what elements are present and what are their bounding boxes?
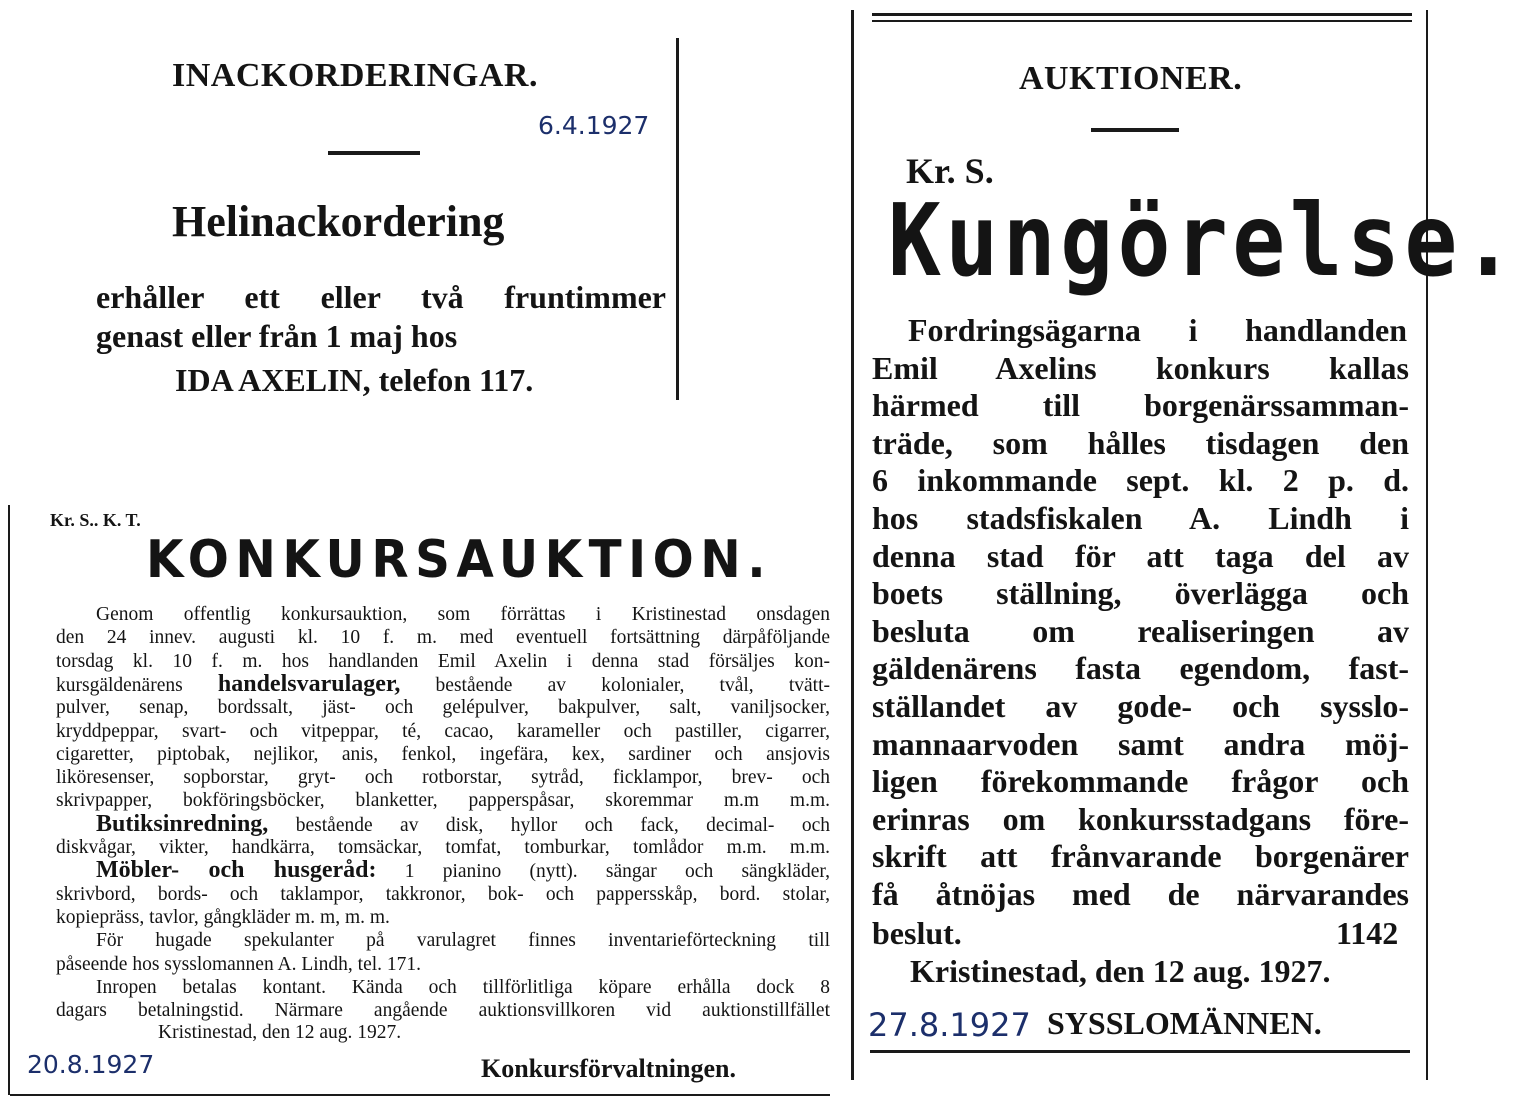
ad-body-text: Genom offentlig konkursauktion, som förrättas i Kristinestad onsdagen [96,604,830,625]
date-stamp: 20.8.1927 [27,1050,155,1079]
section-heading: INACKORDERINGAR. [172,57,538,94]
kicker: Kr. S. [906,151,994,191]
ad-body-line [56,696,830,719]
ad-body-line: gäldenärens fasta egendom, fast- [872,650,1409,687]
left-column-rule [851,10,854,1080]
heading-divider [1091,128,1179,132]
ad-body-text: den 24 innev. augusti kl. 10 f. m. med eventuell fortsättning därpåföljande [56,627,830,649]
ad-body-line [96,929,830,952]
section-heading: AUKTIONER. [1019,60,1243,97]
ad-body-text: bestående av disk, hyllor och fack, decimal- och [268,814,830,836]
ad-title: Kungörelse. [888,182,1519,299]
date-stamp: 27.8.1927 [868,1006,1031,1044]
ad-body-emphasis: Möbler- och husgeråd: [96,857,377,884]
dateline: Kristinestad, den 12 aug. 1927. [910,953,1331,989]
ad-line: erhåller ett eller två fruntimmer [96,279,666,315]
ad-body-line: härmed till borgenärssamman- [872,387,1409,424]
ad-body-line [56,953,830,976]
ad-body-line: erinras om konkursstadgans före- [872,800,1409,837]
ad-title: Helinackordering [172,197,505,246]
ad-body-line [56,743,830,766]
ad-body-line [56,883,830,906]
bottom-rule [870,1050,1410,1053]
ad-body-text: pulver, senap, bordssalt, jäst- och gelépulver, bakpulver, salt, vaniljsocker, [56,697,830,719]
right-column-rule [676,38,679,400]
ad-number: 1142 [1336,915,1399,951]
ad-body-line: Fordringsägarna i handlanden [908,312,1407,348]
ad-body-line: boets ställning, överlägga och [872,575,1409,612]
ad-body-text: skrivpapper, bokföringsböcker, blanketter, papperspåsar, skoremmar m.m m.m. [56,790,830,812]
ad-body-emphasis: Butiksinredning, [96,810,269,837]
dateline: Kristinestad, den 12 aug. 1927. [158,1022,402,1043]
ad-body-text: Inropen betalas kontant. Kända och tillförlitliga köpare erhålla dock 8 [96,976,830,998]
ad-line: genast eller från 1 maj hos [96,318,458,354]
ad-body-line: besluta om realiseringen av [872,612,1409,649]
ad-body-text: kursgäldenärens [56,674,218,696]
ad-body-text: torsdag kl. 10 f. m. hos handlanden Emil Axelin i denna stad försäljes kon- [56,650,830,672]
ad-body-line [56,906,830,929]
ad-body-line [56,836,830,859]
top-rule [872,20,1412,22]
ad-body-line: träde, som hålles tisdagen den [872,424,1409,461]
ad-line: IDA AXELIN, telefon 117. [175,362,534,398]
ad-body-line [96,603,830,626]
ad-last-line: beslut. [872,915,962,951]
ad-body-text: liköresenser, sopborstar, gryt- och rotborstar, sytråd, ficklampor, brev- och [56,767,830,789]
ad-body-text: bestående av kolonialer, tvål, tvätt- [400,674,830,696]
top-rule [872,13,1412,16]
ad-body-line: skrift att frånvarande borgenärer [872,838,1409,875]
ad-body-line [56,720,830,743]
ad-body-line [56,999,830,1022]
ad-body-text: kopiepräss, tavlor, gångkläder m. m, m. m. [56,906,390,928]
bottom-rule [10,1094,830,1096]
ad-body-text: skrivbord, bords- och taklampor, takkronor, bok- och pappersskåp, bord. stolar, [56,883,830,905]
ad-body-line [56,789,830,812]
ad-body-line [56,626,830,649]
ad-body-line: Emil Axelins konkurs kallas [872,349,1409,386]
ad-body-line [56,670,830,697]
ad-body-line [96,859,830,883]
ad-body-text: För hugade spekulanter på varulagret finnes inventarieförteckning till [96,930,830,952]
ad-body-line: hos stadsfiskalen A. Lindh i [872,500,1409,536]
heading-divider [328,151,420,155]
ad-body-line [56,766,830,789]
signature: SYSSLOMÄNNEN. [1047,1005,1322,1041]
ad-body-text: påseende hos sysslomannen A. Lindh, tel. 171. [56,953,422,975]
ad-body-line: få åtnöjas med de närvarandes [872,876,1409,912]
ad-body-line: denna stad för att taga del av [872,537,1409,574]
date-stamp: 6.4.1927 [538,111,650,140]
ad-body-line: ställandet av gode- och sysslo- [872,688,1409,724]
right-column-rule [1426,10,1428,1080]
ad-body-line: ligen förekommande frågor och [872,763,1409,800]
ad-body-line [56,650,830,673]
ad-body-text: 1 pianino (nytt). sängar och sängkläder, [376,861,830,883]
ad-body-line: mannaarvoden samt andra möj- [872,725,1409,762]
ad-body-line [96,810,830,837]
ad-body-text: cigaretter, piptobak, nejlikor, anis, fenkol, ingefära, kex, sardiner och ansjovis [56,743,830,765]
signature: Konkursförvaltningen. [481,1054,736,1083]
ad-body-line: 6 inkommande sept. kl. 2 p. d. [872,462,1409,499]
ad-body-line [96,976,830,999]
ad-body-text: diskvågar, vikter, handkärra, tomsäckar, tomfat, tomburkar, tomlådor m.m. m.m. [56,837,830,858]
left-column-rule [8,505,10,1095]
ad-body-emphasis: handelsvarulager, [217,670,401,697]
ad-body-text: kryddpeppar, svart- och vitpeppar, té, cacao, karameller och pastiller, cigarrer, [56,720,830,742]
ad-title: KONKURSAUKTION. [146,530,773,590]
kicker: Kr. S.. K. T. [50,510,141,530]
ad-body-text: dagars betalningstid. Närmare angående auktionsvillkoren vid auktionstillfället [56,1000,830,1022]
